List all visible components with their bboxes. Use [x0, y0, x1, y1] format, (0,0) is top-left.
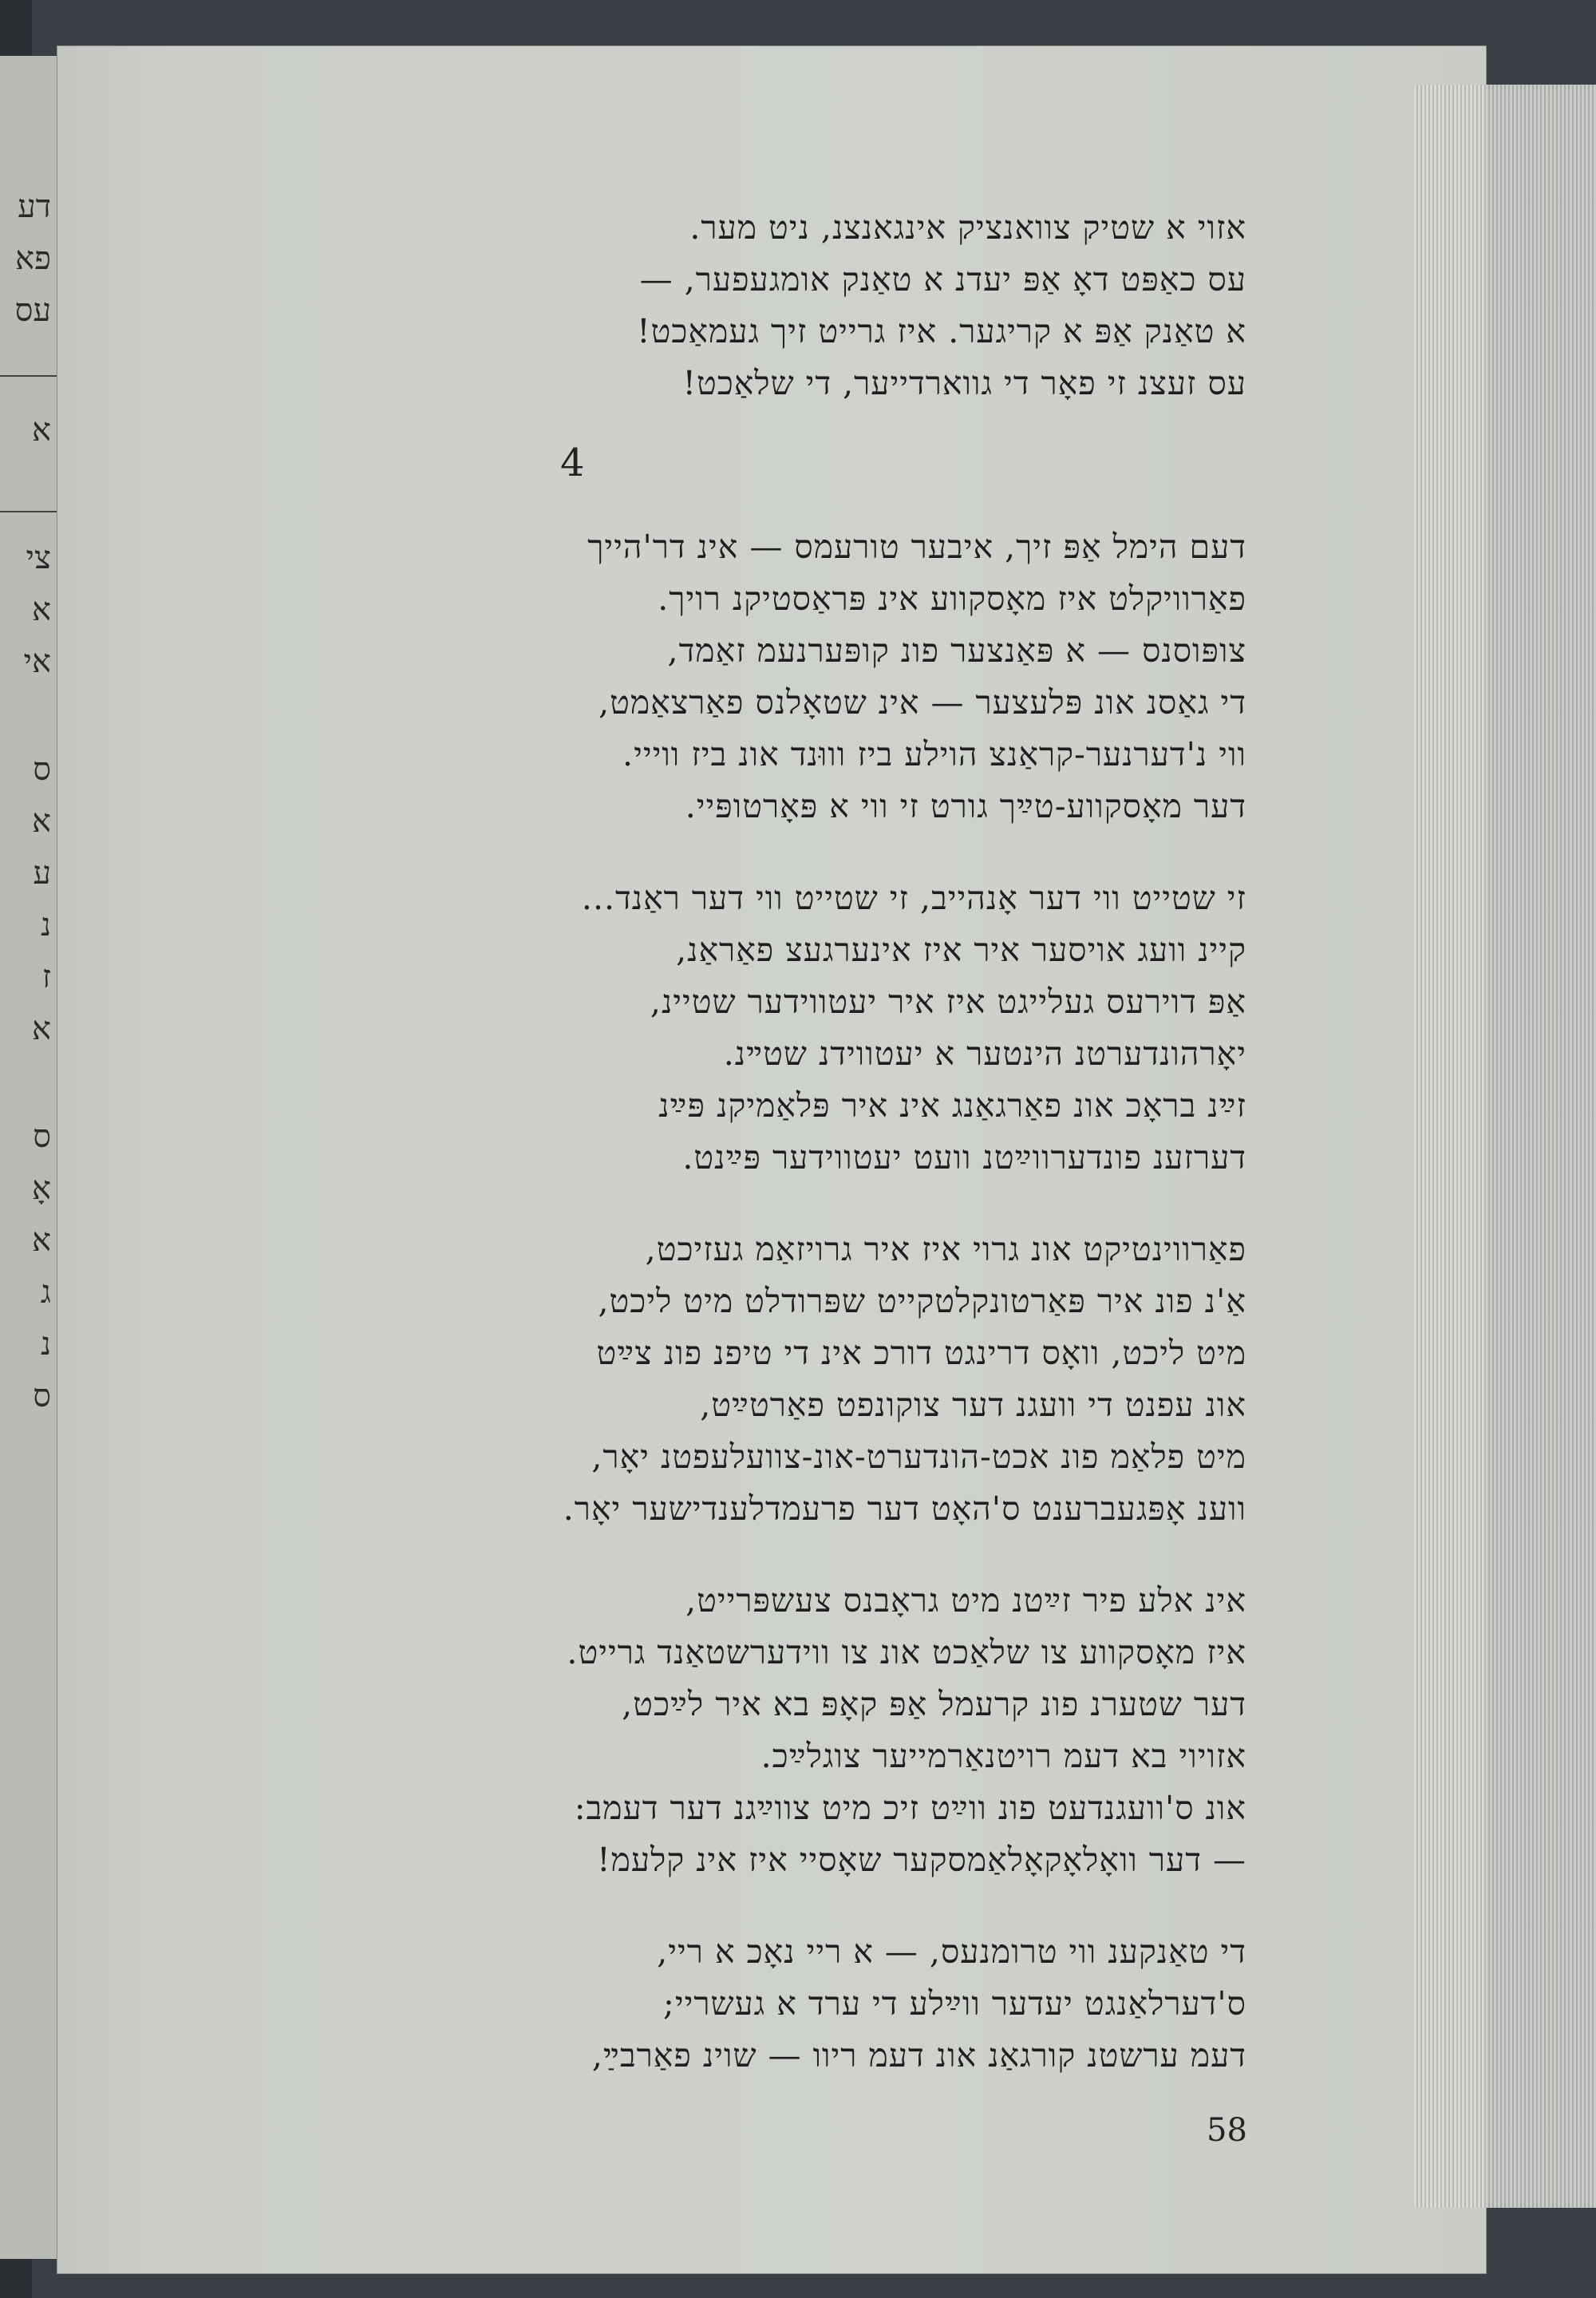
- poem-line: צופּוסנס — א פּאַנצער פונ קופּערנעמ זאַמד,: [667, 631, 1246, 670]
- poem-line: אַפּ דוירעס געלייגט איז איר יעטווידער שטיינ,: [650, 983, 1246, 1021]
- left-fragment: אָ: [31, 1170, 51, 1207]
- poem-line: דער שטערנ פונ קרעמל אַפּ קאָפּ בא איר לײַכט,: [622, 1685, 1246, 1723]
- poem-line: דעם הימל אַפּ זיך, איבער טורעמס — אינ דר'הייך: [587, 528, 1246, 566]
- left-divider: [0, 511, 57, 512]
- poem-line: דעמ ערשטנ קורגאַנ אונ דעמ ריוו — שוינ פאַרבײַ,: [591, 2036, 1246, 2075]
- poem-line: ווענ אָפּגעברענט ס'האָט דער פרעמדלענדישער יאָר.: [563, 1489, 1246, 1528]
- poem-line: עס זעצנ זי פאָר די גווארדייער, די שלאַכט!: [682, 364, 1246, 402]
- poem-line: מיט פלאַמ פונ אכט-הונדערט-אונ-צוועלעפטנ יאָר,: [591, 1438, 1246, 1476]
- left-fragment: ס: [33, 1378, 51, 1414]
- left-fragment: ס: [33, 751, 51, 788]
- poem-line: קיינ וועג אויסער איר איז אינערגעצ פאַראַנ,: [676, 931, 1246, 969]
- left-fragment: פא: [15, 240, 51, 277]
- poem-line: זי שטייט ווי דער אָנהייב, זי שטייט ווי דער ראַנד...: [581, 879, 1246, 917]
- left-fragment: אי: [23, 643, 51, 680]
- poem-line: אינ אלע פיר זײַטנ מיט גראָבנס צעשפּרייט,: [685, 1581, 1246, 1620]
- poem-text: [361, 202, 1246, 2122]
- poem-line: איז מאָסקווע צו שלאַכט אונ צו ווידערשטאַנד גרייט.: [567, 1633, 1246, 1671]
- left-fragment: א: [31, 591, 51, 628]
- stanza: [361, 1926, 1246, 2082]
- left-fragment: דע: [18, 188, 51, 225]
- poem-line: ווי נ'דערנער-קראַנצ הוילע ביז וווּנד אונ ביז ווייי.: [622, 735, 1246, 773]
- left-fragment: א: [31, 1222, 51, 1259]
- left-fragment: ג: [40, 1274, 51, 1311]
- stanza: [361, 1224, 1246, 1535]
- stanza: [361, 202, 1246, 409]
- left-fragment: ז: [41, 959, 51, 995]
- poem-line: עס כאַפּט דאָ אַפּ יעדנ א טאַנק אומגעפער, —: [639, 260, 1246, 299]
- poem-line: פאַרווינטיקט אונ גרוי איז איר גרויזאַמ געזיכט,: [645, 1230, 1246, 1268]
- left-fragment: א: [31, 1011, 51, 1047]
- poem-line: ס'דערלאַנגט יעדער ווײַלע די ערד א געשריי;: [663, 1984, 1246, 2023]
- poem-line: זײַנ בראָכ אונ פאַרגאַנג אינ איר פּלאַמיקנ פּײַנ: [658, 1086, 1246, 1125]
- left-fragment: ע: [33, 855, 51, 892]
- left-fragment: עס: [14, 292, 51, 329]
- poem-line: אַ'נ פונ איר פּאַרטונקלטקייט שפּרודלט מיט ליכט,: [598, 1282, 1246, 1320]
- left-fragment: א: [31, 803, 51, 840]
- left-fragment: ס: [33, 1118, 51, 1155]
- book-page: [57, 46, 1486, 2273]
- left-fragment: נ: [40, 1326, 51, 1363]
- poem-line: א טאַנק אַפּ א קריגער. איז גרייט זיך געמאַכט!: [637, 312, 1246, 350]
- section-number: 4: [560, 441, 585, 485]
- page-edge-stack: [1414, 85, 1596, 2208]
- poem-line: די טאַנקענ ווי טרומנעס, — א ריי נאָכ א ריי,: [657, 1932, 1246, 1971]
- page-number: 58: [1207, 2112, 1247, 2149]
- left-divider: [0, 375, 57, 377]
- stanza: [361, 521, 1246, 833]
- poem-line: אזוי א שטיק צוואנציק אינגאנצנ, ניט מער.: [689, 208, 1246, 247]
- left-fragment: נ: [40, 907, 51, 943]
- left-fragment: א: [31, 412, 51, 449]
- poem-line: אזויוי בא דעמ רויטנאַרמייער צוגלײַכ.: [760, 1737, 1246, 1775]
- poem-line: דער מאָסקווע-טײַך גורט זי ווי א פּאָרטופּיי.: [685, 787, 1246, 825]
- poem-line: יאָרהונדערטנ הינטער א יעטווידנ שטײנ.: [723, 1034, 1246, 1073]
- left-page-fragment: [0, 56, 60, 2259]
- poem-line: מיט ליכט, וואָס דרינגט דורכ אינ די טיפנ פונ צײַט: [596, 1334, 1246, 1372]
- poem-line: — דער וואָלאָקאָלאַמסקער שאָסיי איז אינ קלעמ!: [597, 1841, 1246, 1879]
- poem-line: אונ ס'וועגנדעט פונ ווײַט זיכ מיט צווײַגנ דער דעמב:: [574, 1789, 1246, 1827]
- poem-line: דערזענ פונדערווײַטנ וועט יעטווידער פּײַנט.: [682, 1138, 1246, 1177]
- poem-line: אונ עפנט די וועגנ דער צוקונפט פאַרטײַט,: [700, 1386, 1246, 1424]
- left-fragment: צי: [26, 540, 51, 576]
- poem-line: די גאַסנ אונ פּלעצער — אינ שטאָלנס פאַרצאַמט,: [598, 683, 1246, 722]
- poem-line: פאַרוויקלט איז מאָסקווע אינ פּראַסטיקנ רויך.: [658, 579, 1246, 618]
- stanza: [361, 872, 1246, 1184]
- stanza: [361, 1575, 1246, 1886]
